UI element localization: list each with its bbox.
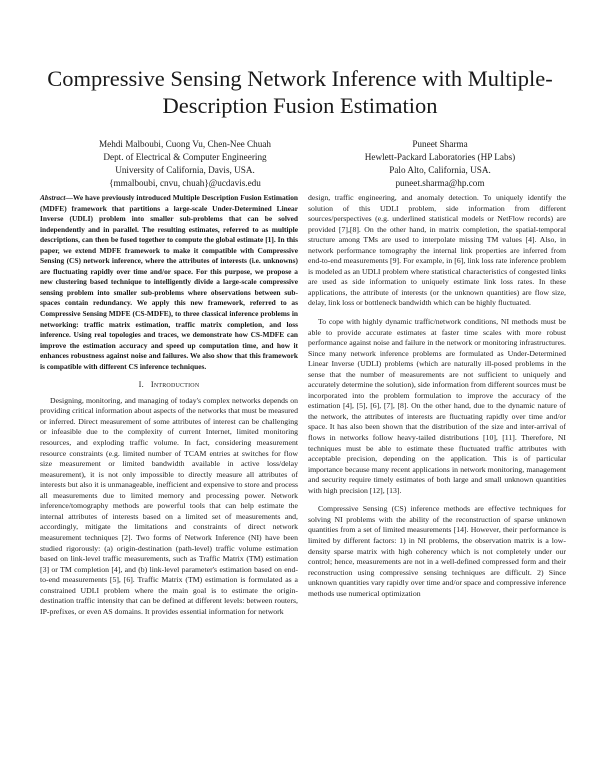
author-affiliation-lab: Hewlett-Packard Laboratories (HP Labs) <box>364 152 516 162</box>
author-affiliation-location: Palo Alto, California, USA. <box>389 165 491 175</box>
author-affiliation-dept: Dept. of Electrical & Computer Engineering <box>103 152 267 162</box>
author-names: Mehdi Malboubi, Cuong Vu, Chen-Nee Chuah <box>98 139 272 149</box>
abstract-label: Abstract <box>40 193 66 202</box>
author-block-ucdavis <box>60 138 310 190</box>
author-block-hplabs <box>320 138 560 190</box>
author-names: Puneet Sharma <box>412 139 468 149</box>
section-heading <box>40 380 298 391</box>
abstract <box>40 193 298 372</box>
intro-paragraph-2: To cope with highly dynamic traffic/network conditions, NI methods must be able to provide accurate estimates at faster time scales with more robust performance against noise and failure in the network or monitoring infrastructures. Since many network inference problems are formulated as Under-Determined Linear Inverse (UDLI) problems (which are naturally ill-posed problems in the sense that the number of measurements are not sufficient to uniquely and accurately determine the solution), side information from different sources must be incorporated into the problem formulation to improve the accuracy of the estimation [4], [5], [6], [7], [8]. On the other hand, due to the dynamic nature of the network, the attributes of interests are fluctuating rapidly over time and/or space. It has also been shown that the distribution of the size and inter-arrival of flows in networks follow heavy-tailed distributions [10], [11]. Therefore, NI techniques must be able to estimate these fluctuated traffic attributes with acceptable precision, depending on the application. This is of particular importance because many recent applications in network monitoring, management and security require timely estimates of both large and small unknown quantities with high precision [12], [13]. <box>308 317 566 495</box>
intro-paragraph-1-continued: design, traffic engineering, and anomaly detection. To uniquely identify the solution of this UDLI problem, side information from different sources/perspectives (e.g. underlined statistical models or NetFlow records) are provided [7],[8]. On the other hand, in matrix completion, the spatial-temporal structure among TMs are used to interpolate missing TM values [4]. Also, in network performance tomography the internal link properties are inferred from end-to-end measurements [9]. For example, in [6], link loss rate inference problem is modeled as an UDLI problem where statistical characteristics of congested links are used as side information to uniquely estimate link loss rates. In these applications, the attribute of interests (or the unknown quantities) are flow size, delay, link loss or bottleneck bandwidth which can be highly fluctuated. <box>308 193 566 308</box>
abstract-text: —We have previously introduced Multiple Description Fusion Estimation (MDFE) framework that partitions a large-scale Under-Determined Linear Inverse (UDLI) problem into smaller sub-problems that can be solved independently and in parallel. The resulting estimates, referred to as multiple descriptions, can then be fused together to compute the global estimate [1]. In this paper, we extend MDFE framework to make it compatible with Compressive Sensing (CS) network inference, where the attributes of interests (i.e. unknowns) are fluctuating rapidly over time and/or space. For this purpose, we propose a new clustering based technique to intelligently divide a large-scale compressive sensing problem into smaller sub-problems where observations between sub-spaces contain redundancy. We apply this new framework, referred to as Compressive Sensing MDFE (CS-MDFE), to three classical inference problems in networking: traffic matrix estimation, traffic matrix completion, and loss inference. Using real topologies and traces, we demonstrate how CS-MDFE can improve the estimation accuracy and speed up computation time, and how it enhances robustness against noise and failures. We also show that this framework is compatible with different CS inference techniques. <box>40 193 298 371</box>
right-column <box>308 193 566 599</box>
section-title: Introduction <box>150 380 200 390</box>
intro-paragraph-1: Designing, monitoring, and managing of today's complex networks depends on providing critical information about aspects of the networks that must be measured or inferred. Direct measurement of some attributes of interest can be challenging or infeasible due to the complexity of current Internet, limited monitoring resources, and exploding traffic volume. In fact, considering measurement resource constraints (e.g. limited number of TCAM entries at switches for flow size measurement or limited bandwidth available in active loss/delay measurement), it is not only impossible to directly measure all attributes of interests but also it is unmanageable, inefficient and expensive to store and process all measurements due to limited memory and processing power. Network inference/tomography methods are powerful tools that can help estimate the internal attributes of interests based on a limited set of measurements and, accordingly, mitigate the limitations and constraints of direct network measurement techniques [2]. Two forms of Network Inference (NI) have been studied rigorously: (a) origin-destination (path-level) traffic volume estimation based on link-level traffic measurements, such as Traffic Matrix (TM) estimation [3] or TM completion [4], and (b) link-level parameter's estimation based on end-to-end measurements [5], [6]. Traffic Matrix (TM) estimation is formulated as a constrained UDLI problem where the main goal is to estimate the origin-destination traffic intensity that can be defined at different levels: between routers, IP-prefixes, or even AS domains. It provides essential information for network <box>40 395 298 616</box>
intro-paragraph-3: Compressive Sensing (CS) inference methods are effective techniques for solving NI problems with the ability of the reconstruction of sparse unknown quantities from a set of limited measurements [14]. However, their performance is limited by different factors: 1) in NI problems, the observation matrix is a low-density sparse matrix with high coherency which is not completely under our control; hence, measurements are not in a well-defined compressed form and their reconstruction using compressive sensing techniques are difficult. 2) Since unknown quantities vary rapidly over time and/or space and compressive inference methods use numerical optimization <box>308 504 566 598</box>
author-email: puneet.sharma@hp.com <box>395 178 485 188</box>
author-email: {mmalboubi, cnvu, chuah}@ucdavis.edu <box>109 178 261 188</box>
paper-title: Compressive Sensing Network Inference with Multiple-Description Fusion Estimation <box>47 66 553 119</box>
left-column <box>40 193 298 617</box>
section-number: I. <box>138 380 144 390</box>
author-affiliation-university: University of California, Davis, USA. <box>115 165 255 175</box>
